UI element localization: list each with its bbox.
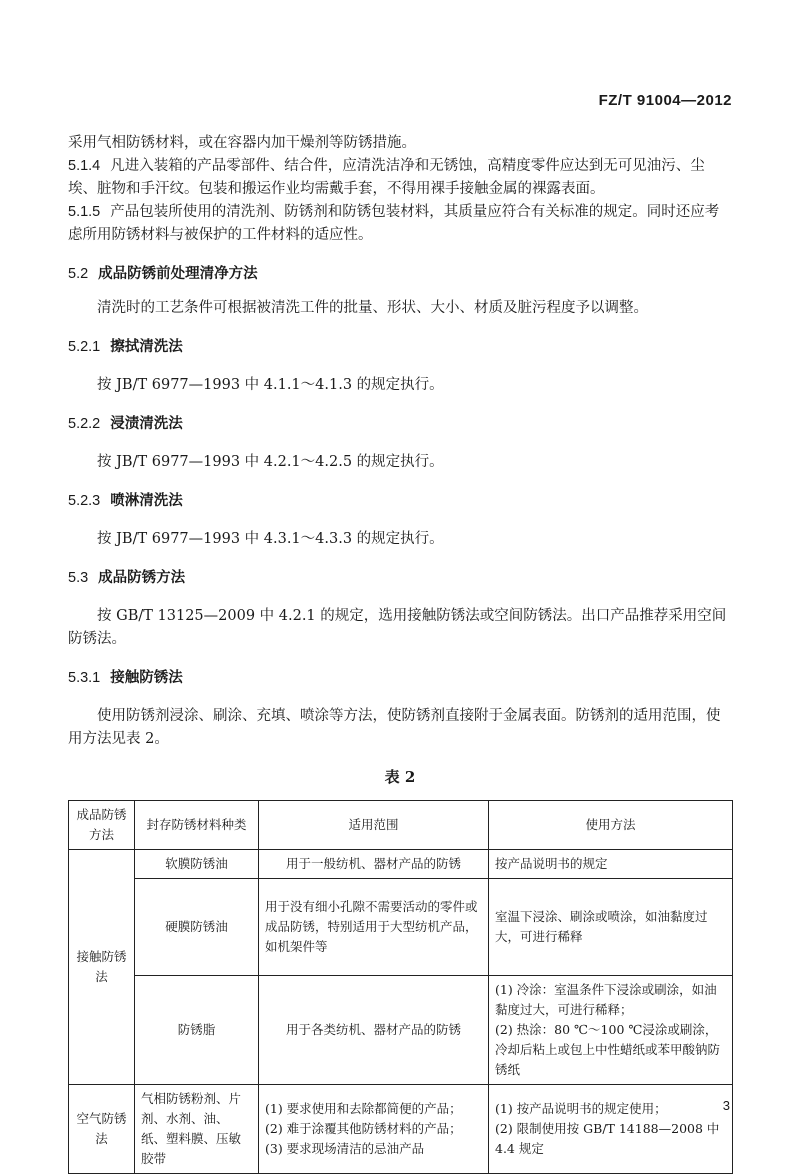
clause-number: 5.1.5 [68, 204, 101, 220]
heading-number: 5.2.2 [68, 416, 101, 432]
header-usage: 使用方法 [489, 801, 733, 850]
paragraph-5-2-2: 按 JB/T 6977—1993 中 4.2.1～4.2.5 的规定执行。 [97, 454, 444, 470]
heading-5-2-3 [68, 489, 732, 513]
table-row [69, 976, 733, 1085]
cell-scope: 用于一般纺机、器材产品的防锈 [259, 850, 489, 879]
table-title: 表 2 [384, 768, 416, 786]
table-header-row [69, 801, 733, 850]
table-row [69, 1085, 733, 1174]
clause-text: 凡进入装箱的产品零部件、结合件，应清洗洁净和无锈蚀，高精度零件应达到无可见油污、尘埃、脏物和手汗纹。包装和搬运作业均需戴手套，不得用裸手接触金属的裸露表面。 [68, 158, 705, 197]
cell-method: 室温下浸涂、刷涂或喷涂，如油黏度过大，可进行稀释 [489, 879, 733, 976]
heading-title: 成品防锈方法 [98, 569, 186, 586]
page-content [68, 132, 732, 1174]
cell-material: 防锈脂 [135, 976, 259, 1085]
cell-material: 软膜防锈油 [135, 850, 259, 879]
header-material: 封存防锈材料种类 [135, 801, 259, 850]
method-line: (1) 按产品说明书的规定使用； [495, 1101, 667, 1116]
heading-title: 成品防锈前处理清净方法 [98, 265, 258, 282]
header-method: 成品防锈方法 [69, 801, 135, 850]
heading-number: 5.3 [68, 570, 89, 586]
group-contact: 接触防锈法 [69, 850, 135, 1085]
standard-code: FZ/T 91004—2012 [598, 92, 732, 109]
table-row [69, 850, 733, 879]
clause-5-1-4 [68, 155, 732, 201]
heading-title: 喷淋清洗法 [110, 492, 183, 509]
cell-material: 气相防锈粉剂、片剂、水剂、油、纸、塑料膜、压敏胶带 [135, 1085, 259, 1174]
paragraph-5-3: 按 GB/T 13125—2009 中 4.2.1 的规定，选用接触防锈法或空间防锈法。出口产品推荐采用空间防锈法。 [68, 608, 727, 647]
heading-number: 5.2.3 [68, 493, 101, 509]
method-line: (1) 冷涂：室温条件下浸涂或刷涂，如油黏度过大，可进行稀释； [495, 982, 717, 1017]
page-number: 3 [722, 1098, 730, 1113]
heading-number: 5.3.1 [68, 670, 101, 686]
method-line: (2) 热涂：80 ℃～100 ℃浸涂或刷涂，冷却后粘上或包上中性蜡纸或苯甲酸钠防锈纸 [495, 1022, 721, 1077]
scope-line: (1) 要求使用和去除都简便的产品； [265, 1101, 462, 1116]
paragraph-5-2: 清洗时的工艺条件可根据被清洗工件的批量、形状、大小、材质及脏污程度予以调整。 [97, 300, 648, 316]
header-scope: 适用范围 [259, 801, 489, 850]
paragraph-5-3-1: 使用防锈剂浸涂、刷涂、充填、喷涂等方法，使防锈剂直接附于金属表面。防锈剂的适用范围，使用方法见表 2。 [68, 708, 721, 747]
heading-title: 擦拭清洗法 [110, 338, 183, 355]
heading-5-3 [68, 566, 732, 590]
heading-5-2 [68, 262, 732, 286]
table-2 [68, 800, 733, 1174]
cell-method: 按产品说明书的规定 [489, 850, 733, 879]
paragraph-5-2-3: 按 JB/T 6977—1993 中 4.3.1～4.3.3 的规定执行。 [97, 531, 444, 547]
clause-text: 产品包装所使用的清洗剂、防锈剂和防锈包装材料，其质量应符合有关标准的规定。同时还应考虑所用防锈材料与被保护的工件材料的适应性。 [68, 204, 720, 243]
cell-method [489, 976, 733, 1085]
heading-number: 5.2 [68, 266, 89, 282]
heading-5-3-1 [68, 666, 732, 690]
cell-material: 硬膜防锈油 [135, 879, 259, 976]
cell-method [489, 1085, 733, 1174]
heading-number: 5.2.1 [68, 339, 101, 355]
table-row [69, 879, 733, 976]
clause-number: 5.1.4 [68, 158, 101, 174]
cell-scope [259, 1085, 489, 1174]
heading-title: 浸渍清洗法 [110, 415, 183, 432]
heading-title: 接触防锈法 [110, 669, 183, 686]
scope-line: (2) 难于涂覆其他防锈材料的产品； [265, 1121, 462, 1136]
cell-scope: 用于没有细小孔隙不需要活动的零件或成品防锈，特别适用于大型纺机产品，如机架件等 [259, 879, 489, 976]
cell-scope: 用于各类纺机、器材产品的防锈 [259, 976, 489, 1085]
heading-5-2-1 [68, 335, 732, 359]
heading-5-2-2 [68, 412, 732, 436]
method-line: (2) 限制使用按 GB/T 14188—2008 中 4.4 规定 [495, 1121, 720, 1156]
clause-5-1-5 [68, 201, 732, 247]
scope-line: (3) 要求现场清洁的忌油产品 [265, 1141, 425, 1156]
continued-paragraph: 采用气相防锈材料，或在容器内加干燥剂等防锈措施。 [68, 135, 416, 151]
paragraph-5-2-1: 按 JB/T 6977—1993 中 4.1.1～4.1.3 的规定执行。 [97, 377, 444, 393]
group-air: 空气防锈法 [69, 1085, 135, 1174]
